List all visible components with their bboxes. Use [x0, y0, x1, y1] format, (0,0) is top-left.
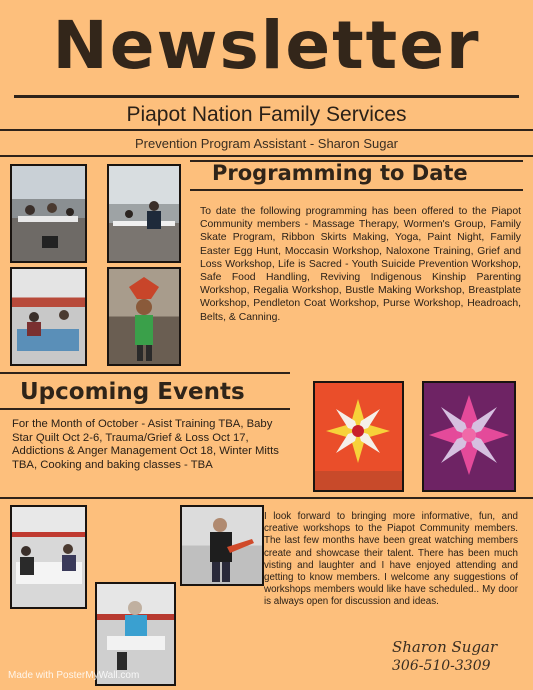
community-photo-1-art — [12, 507, 85, 607]
star-quilt-orange-art — [315, 383, 402, 490]
quilt-photo-2 — [422, 381, 516, 492]
assistant-subtitle: Prevention Program Assistant - Sharon Sugar — [134, 136, 399, 151]
programming-heading: Programming to Date — [212, 161, 468, 185]
programming-text: To date the following programming has been offered to the Piapot Community members - Massage Therapy, Wormen's Group, Family Skate Program, Ribbon Skirts Making, Yoga, Paint Night, Family Easter Egg Hunt, Moccasin Workshop, Naloxone Training, Grief and Loss Workshop, Life is Sacred - Youth Suicide Prevention Workshop, Safe Food Handling, Reviving Indigenous Kinship Parenting Workshop, Regalia Workshop, Bustle Making Workshop, Breastplate Workshop, Pendleton Coat Workshop, Purse Workshop, Headroach, Belts, & Canning. — [200, 206, 521, 323]
quilt-photo-1 — [313, 381, 404, 492]
title-rule — [14, 95, 519, 98]
community-photo-3-art — [182, 507, 262, 584]
workshop-photo-2 — [107, 164, 181, 263]
community-photo-2-art — [97, 584, 174, 684]
star-quilt-purple-art — [424, 383, 514, 490]
upcoming-heading-underline — [0, 408, 290, 410]
upcoming-top-rule — [0, 372, 290, 374]
community-photo-3 — [180, 505, 264, 586]
programming-heading-underline — [190, 189, 523, 191]
workshop-photo-4 — [107, 267, 181, 366]
workshop-photo-4-art — [109, 269, 179, 364]
upcoming-text: For the Month of October - Asist Training TBA, Baby Star Quilt Oct 2-6, Trauma/Grief & Loss Oct 17, Addictions & Anger Management Oct 18, Winter Mitts TBA, Cooking and baking classes - TBA — [12, 418, 279, 471]
workshop-photo-1-art — [12, 166, 85, 261]
header-bottom-rule — [0, 155, 533, 157]
signature: Sharon Sugar — [392, 638, 498, 656]
closing-text: I look forward to bringing more informative, fun, and creative workshops to the Piapot Community members. The last few months have been great watching members create and showcase their talent. There has been much visting and laughter and I have enjoyed attending and getting to know members. I welcome any suggestions of workshops members would like have scheduled.. My door is always open for discussion and ideas. — [264, 511, 518, 608]
workshop-photo-1 — [10, 164, 87, 263]
newsletter-title: Newsletter — [52, 7, 481, 84]
watermark: Made with PosterMyWall.com — [8, 670, 140, 681]
workshop-photo-2-art — [109, 166, 179, 261]
upcoming-heading: Upcoming Events — [20, 379, 245, 405]
workshop-photo-3 — [10, 267, 87, 366]
workshop-photo-3-art — [12, 269, 85, 364]
section-divider-rule — [0, 497, 533, 499]
community-photo-1 — [10, 505, 87, 609]
phone-number: 306-510-3309 — [392, 658, 491, 674]
organization-name: Piapot Nation Family Services — [126, 103, 407, 126]
org-rule — [0, 129, 533, 131]
